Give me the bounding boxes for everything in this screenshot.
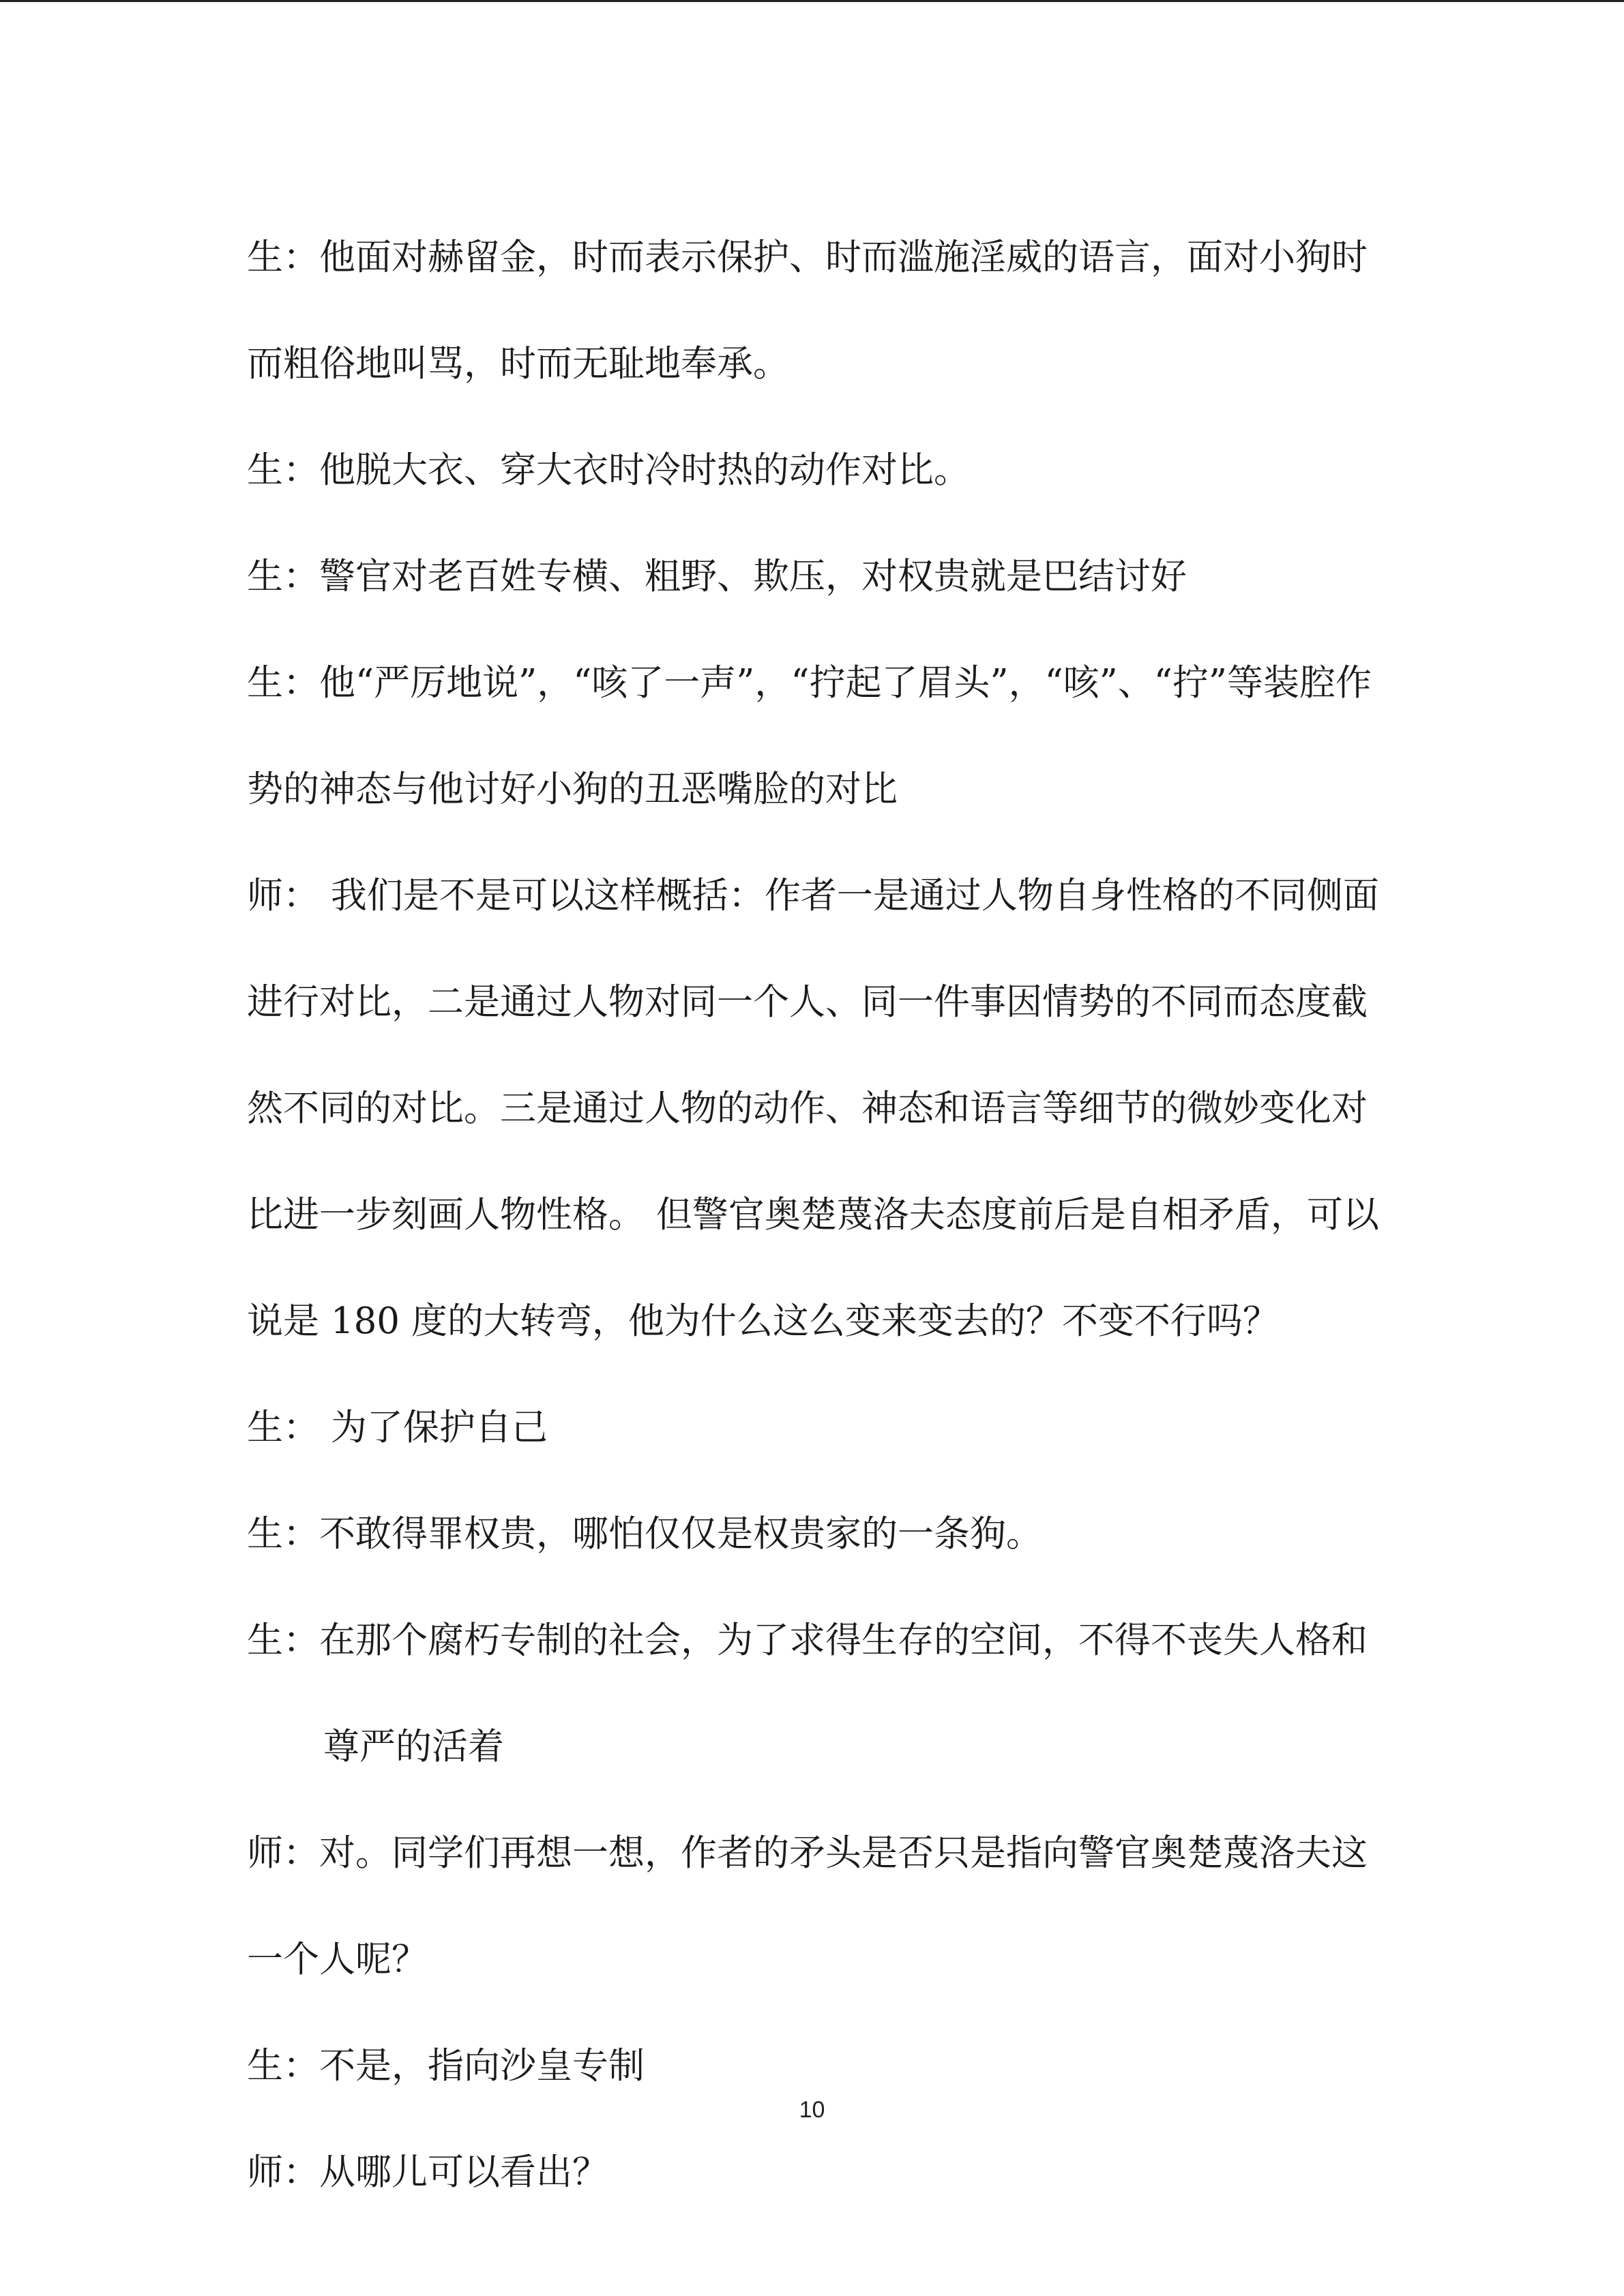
paragraph-teacher-summary: 师： 我们是不是可以这样概括：作者一是通过人物自身性格的不同侧面进行对比，二是通过人物对同一个人、同一件事因情势的不同而态度截然不同的对比。三是通过人物的动作、神态和语言等细节的微妙变化对比进一步刻画人物性格。 但警官奥楚蔑洛夫态度前后是自相矛盾，可以说是 180 度的大转弯，他为什么这么变来变去的？不变不行吗？	[247, 875, 1379, 1342]
paragraph-student-manner: 生：他“严厉地说”，“咳了一声”，“拧起了眉头”，“咳”、“拧”等装腔作势的神态与他讨好小狗的丑恶嘴脸的对比	[247, 662, 1372, 810]
paragraph-student-coat: 生：他脱大衣、穿大衣时冷时热的动作对比。	[247, 449, 970, 491]
paragraph-student-language: 生：他面对赫留金，时而表示保护、时而滥施淫威的语言，面对小狗时而粗俗地叫骂，时而无耻地奉承。	[247, 237, 1368, 385]
document-body	[247, 205, 1379, 2226]
paragraph-student-protect: 生： 为了保护自己	[247, 1407, 548, 1448]
paragraph-student-tsar: 生：不是，指向沙皇专制	[247, 2045, 645, 2087]
page-number: 10	[799, 2097, 825, 2123]
paragraph-student-society: 生：在那个腐朽专制的社会，为了求得生存的空间，不得不丧失人格和尊严的活着	[247, 1620, 1368, 1768]
paragraph-student-dare: 生：不敢得罪权贵，哪怕仅仅是权贵家的一条狗。	[247, 1513, 1042, 1555]
paragraph-teacher-where: 师：从哪儿可以看出？	[247, 2151, 608, 2193]
paragraph-teacher-question: 师：对。同学们再想一想，作者的矛头是否只是指向警官奥楚蔑洛夫这一个人呢？	[247, 1832, 1368, 1980]
paragraph-student-officer: 生：警官对老百姓专横、粗野、欺压，对权贵就是巴结讨好	[247, 556, 1187, 597]
page-top-border	[0, 0, 1624, 2]
